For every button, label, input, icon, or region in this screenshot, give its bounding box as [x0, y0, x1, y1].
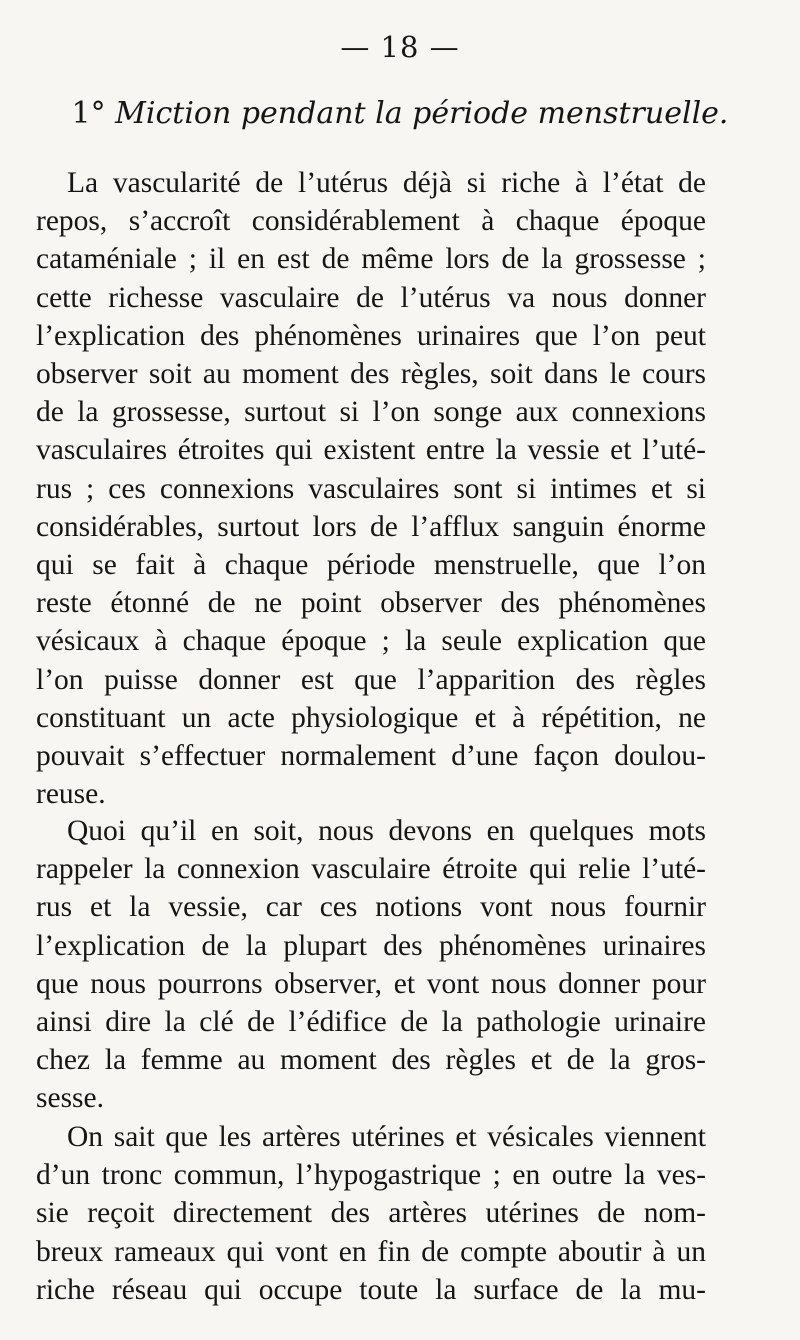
paragraph-line: l’explication de la plupart des phénomènes urinaires	[36, 929, 706, 962]
paragraph-line: qui se fait à chaque période menstruelle, que l’on	[36, 549, 706, 582]
paragraph	[36, 812, 706, 1118]
paragraph-line: considérables, surtout lors de l’afflux sanguin énorme	[36, 510, 706, 543]
paragraph-line: cette richesse vasculaire de l’utérus va nous donner	[36, 281, 706, 314]
paragraph-line: Quoi qu’il en soit, nous devons en quelques mots	[67, 815, 706, 847]
paragraph-line: observer soit au moment des règles, soit dans le cours	[36, 358, 706, 391]
section-heading	[0, 96, 800, 131]
paragraph-line: La vascularité de l’utérus déjà si riche à l’état de	[67, 167, 706, 199]
paragraph-line: constituant un acte physiologique et à répétition, ne	[36, 701, 706, 734]
paragraph-line: repos, s’accroît considérablement à chaque époque	[36, 205, 706, 238]
paragraph-line: sesse.	[36, 1082, 105, 1115]
paragraph-line: de la grossesse, surtout si l’on songe aux connexions	[36, 396, 706, 429]
paragraph	[36, 1118, 706, 1309]
section-number: 1°	[71, 96, 106, 131]
paragraph-line: riche réseau qui occupe toute la surface de la mu-	[36, 1273, 706, 1306]
paragraph-line: sie reçoit directement des artères utérines de nom-	[36, 1197, 706, 1230]
paragraph-line: ainsi dire la clé de l’édifice de la pathologie urinaire	[36, 1006, 706, 1039]
paragraph-line: On sait que les artères utérines et vésicales viennent	[67, 1121, 706, 1153]
paragraph-line: chez la femme au moment des règles et de la gros-	[36, 1044, 706, 1077]
paragraph	[36, 164, 706, 813]
paragraph-line: pouvait s’effectuer normalement d’une façon doulou-	[36, 740, 706, 773]
paragraph-line: d’un tronc commun, l’hypogastrique ; en outre la ves-	[36, 1159, 706, 1192]
paragraph-line: reste étonné de ne point observer des phénomènes	[36, 587, 706, 620]
page-number: — 18 —	[340, 30, 460, 64]
paragraph-line: cataméniale ; il en est de même lors de la grossesse ;	[36, 243, 706, 276]
paragraph-line: vasculaires étroites qui existent entre la vessie et l’uté-	[36, 434, 706, 467]
paragraph-line: vésicaux à chaque époque ; la seule explication que	[36, 625, 706, 658]
paragraph-line: breux rameaux qui vont en fin de compte aboutir à un	[36, 1235, 706, 1268]
paragraph-line: l’explication des phénomènes urinaires que l’on peut	[36, 319, 706, 352]
paragraph-line: l’on puisse donner est que l’apparition des règles	[36, 663, 706, 696]
section-title: Miction pendant la période menstruelle.	[115, 96, 729, 131]
paragraph-line: que nous pourrons observer, et vont nous donner pour	[36, 967, 706, 1000]
paragraph-line: rus ; ces connexions vasculaires sont si intimes et si	[36, 472, 706, 505]
paragraph-line: reuse.	[36, 778, 106, 811]
paragraph-line: rus et la vessie, car ces notions vont nous fournir	[36, 891, 706, 924]
paragraph-line: rappeler la connexion vasculaire étroite qui relie l’uté-	[36, 853, 706, 886]
